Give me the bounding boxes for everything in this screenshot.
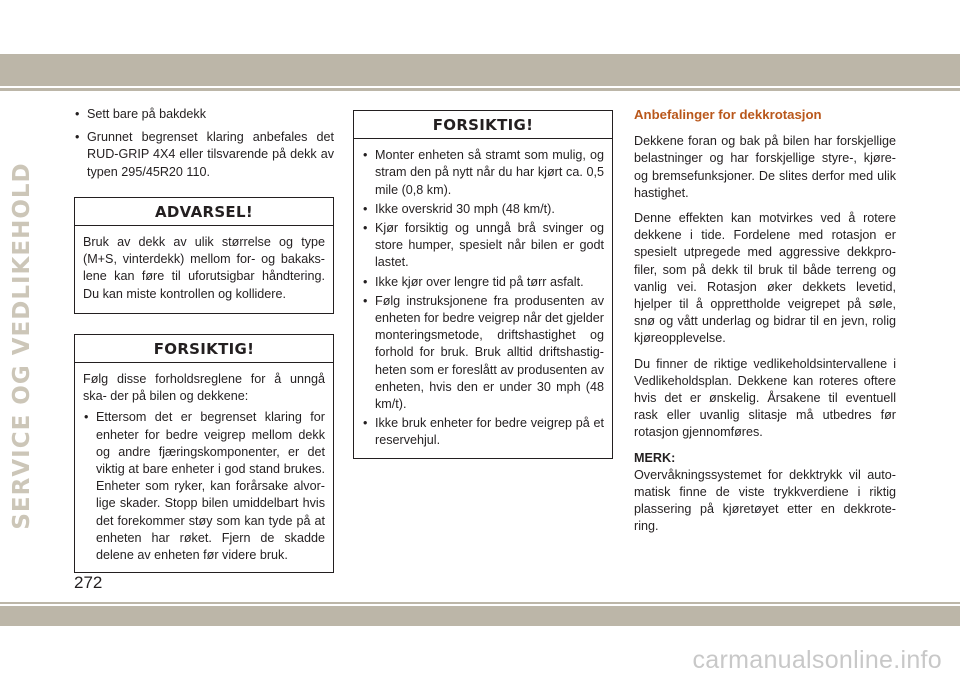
warning-body [75, 226, 333, 313]
section-heading: Anbefalinger for dekkrotasjon [634, 107, 822, 122]
footer-rule [0, 602, 960, 604]
list-item: • Kjør forsiktig og unngå brå svinger og store humper, spesielt når bilen er godt lastet. [362, 220, 604, 272]
watermark-link[interactable]: carmanualsonline.info [692, 646, 942, 674]
section-side-title: SERVICE OG VEDLIKEHOLD [9, 162, 35, 530]
warning-box [74, 197, 334, 314]
list-item: • Ettersom det er begrenset klaring for enheter for bedre veigrep mellom dekk og andre fjæringskomponenter, er det viktig at bare enheter i god stand brukes. Enheter som ryker, kan forårsake alvor- lige skader. Stopp bilen umiddelbart hvis det forekommer støy som kan tyde på at enheten har røket. Fjern de skadde delene av enheten før videre bruk. [83, 409, 325, 564]
note-label: MERK: [634, 450, 676, 465]
caution-body [75, 363, 333, 572]
caution-box [353, 110, 613, 459]
caution-title: FORSIKTIG! [75, 335, 333, 363]
header-rule [0, 88, 960, 91]
caution-body [354, 139, 612, 457]
intro-bullet-list [74, 106, 334, 181]
caution-title: FORSIKTIG! [354, 111, 612, 139]
caution-intro: Følg disse forholdsreglene for å unngå ska- der på bilen og dekkene: [83, 372, 325, 404]
list-item: • Følg instruksjonene fra produsenten av enheten for bedre veigrep når det gjelder monteringsmetode, driftshastighet og forhold for bruk. Bruk alltid driftshastig- heten som er foreslått av produsenten av enheten, hvis den er under 30 mph (48 km/t). [362, 293, 604, 413]
list-item: • Sett bare på bakdekk [74, 106, 334, 123]
warning-title: ADVARSEL! [75, 198, 333, 226]
paragraph: Du finner de riktige vedlikeholdsintervallene i Vedlikeholdsplan. Dekkene kan roteres oftere hvis det er ønskelig. Årsakene til eventuell rask eller uvanlig slitasje må utbedres før rotasjon gjennomføres. [634, 356, 896, 440]
list-item: • Ikke kjør over lengre tid på tørr asfalt. [362, 274, 604, 291]
warning-text: Bruk av dekk av ulik størrelse og type (M+S, vinterdekk) mellom for- og bakaks- lene kan føre til uforutsigbar håndtering. Du kan miste kontrollen og kollidere. [83, 235, 325, 301]
list-item: • Ikke bruk enheter for bedre veigrep på et reservehjul. [362, 415, 604, 449]
footer-band [0, 606, 960, 626]
column-2 [353, 110, 613, 459]
column-1 [74, 106, 334, 573]
list-item: • Monter enheten så stramt som mulig, og stram den på nytt når du har kjørt ca. 0,5 mile (0,8 km). [362, 147, 604, 199]
caution-bullet-list [362, 147, 604, 449]
note-text: Overvåkningssystemet for dekktrykk vil auto- matisk finne de viste trykkverdiene i riktig plassering på kjøretøyet etter en dekkrote- ring. [634, 467, 896, 534]
caution-bullet-list [83, 409, 325, 564]
page-number: 272 [74, 573, 103, 592]
list-item: • Grunnet begrenset klaring anbefales det RUD-GRIP 4X4 eller tilsvarende på dekk av typen 295/45R20 110. [74, 129, 334, 181]
caution-box [74, 334, 334, 573]
column-3 [634, 106, 896, 544]
list-item: • Ikke overskrid 30 mph (48 km/t). [362, 201, 604, 218]
paragraph: Dekkene foran og bak på bilen har forskjellige belastninger og har forskjellige styre-, kjøre- og bremsefunksjoner. De slites derfor med ulik hastighet. [634, 134, 896, 200]
paragraph: Denne effekten kan motvirkes ved å rotere dekkene i tide. Fordelene med rotasjon er spesielt utpregede med aggressive dekkpro- filer, som på dekk til bruk til både terreng og vanlig vei. Rotasjon øker dekkets levetid, hjelper til å opprettholde veigrepet på søle, snø og vått underlag og bidrar til en jevn, rolig kjøreopplevelse. [634, 211, 896, 346]
header-band [0, 54, 960, 86]
